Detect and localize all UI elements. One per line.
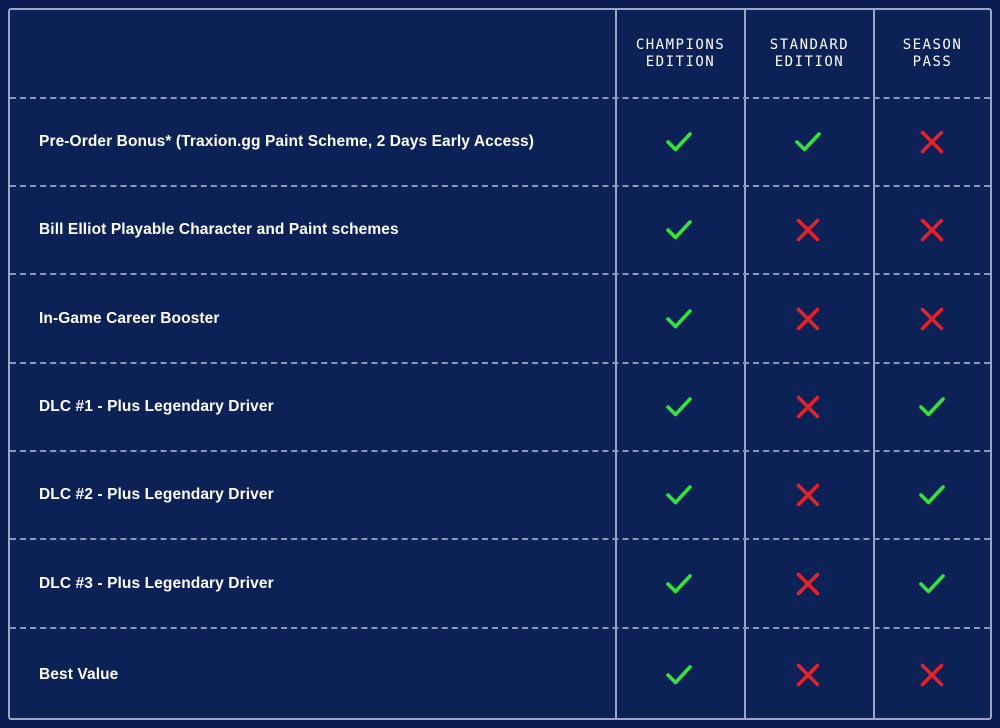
cross-icon	[788, 629, 828, 720]
table-row	[10, 452, 990, 538]
check-icon	[659, 540, 699, 627]
column-header-season-pass: SEASON PASS	[902, 36, 963, 70]
feature-label: In-Game Career Booster	[39, 309, 220, 327]
cross-icon	[912, 187, 952, 273]
comparison-table	[8, 8, 992, 720]
cross-icon	[788, 364, 828, 450]
check-icon	[912, 364, 952, 450]
cross-icon	[788, 187, 828, 273]
table-row	[10, 629, 990, 720]
feature-label: Bill Elliot Playable Character and Paint schemes	[39, 221, 399, 238]
table-row	[10, 540, 990, 627]
column-header-champions-edition: CHAMPIONS EDITION	[635, 36, 726, 70]
check-icon	[659, 187, 699, 273]
check-icon	[659, 99, 699, 185]
table-header	[10, 10, 990, 97]
check-icon	[659, 275, 699, 362]
cross-icon	[788, 540, 828, 627]
feature-label: Best Value	[39, 665, 119, 683]
feature-label: DLC #2 - Plus Legendary Driver	[39, 486, 274, 503]
table-row	[10, 187, 990, 273]
table-row	[10, 364, 990, 450]
check-icon	[659, 452, 699, 538]
cross-icon	[912, 275, 952, 362]
cross-icon	[912, 629, 952, 720]
cross-icon	[788, 275, 828, 362]
check-icon	[788, 99, 828, 185]
table-row	[10, 99, 990, 185]
feature-label: DLC #3 - Plus Legendary Driver	[39, 574, 274, 592]
table-row	[10, 275, 990, 362]
check-icon	[912, 540, 952, 627]
check-icon	[912, 452, 952, 538]
cross-icon	[912, 99, 952, 185]
column-header-standard-edition: STANDARD EDITION	[769, 36, 850, 70]
check-icon	[659, 629, 699, 720]
cross-icon	[788, 452, 828, 538]
feature-label: DLC #1 - Plus Legendary Driver	[39, 398, 274, 415]
feature-label: Pre-Order Bonus* (Traxion.gg Paint Scheme, 2 Days Early Access)	[39, 133, 535, 150]
check-icon	[659, 364, 699, 450]
